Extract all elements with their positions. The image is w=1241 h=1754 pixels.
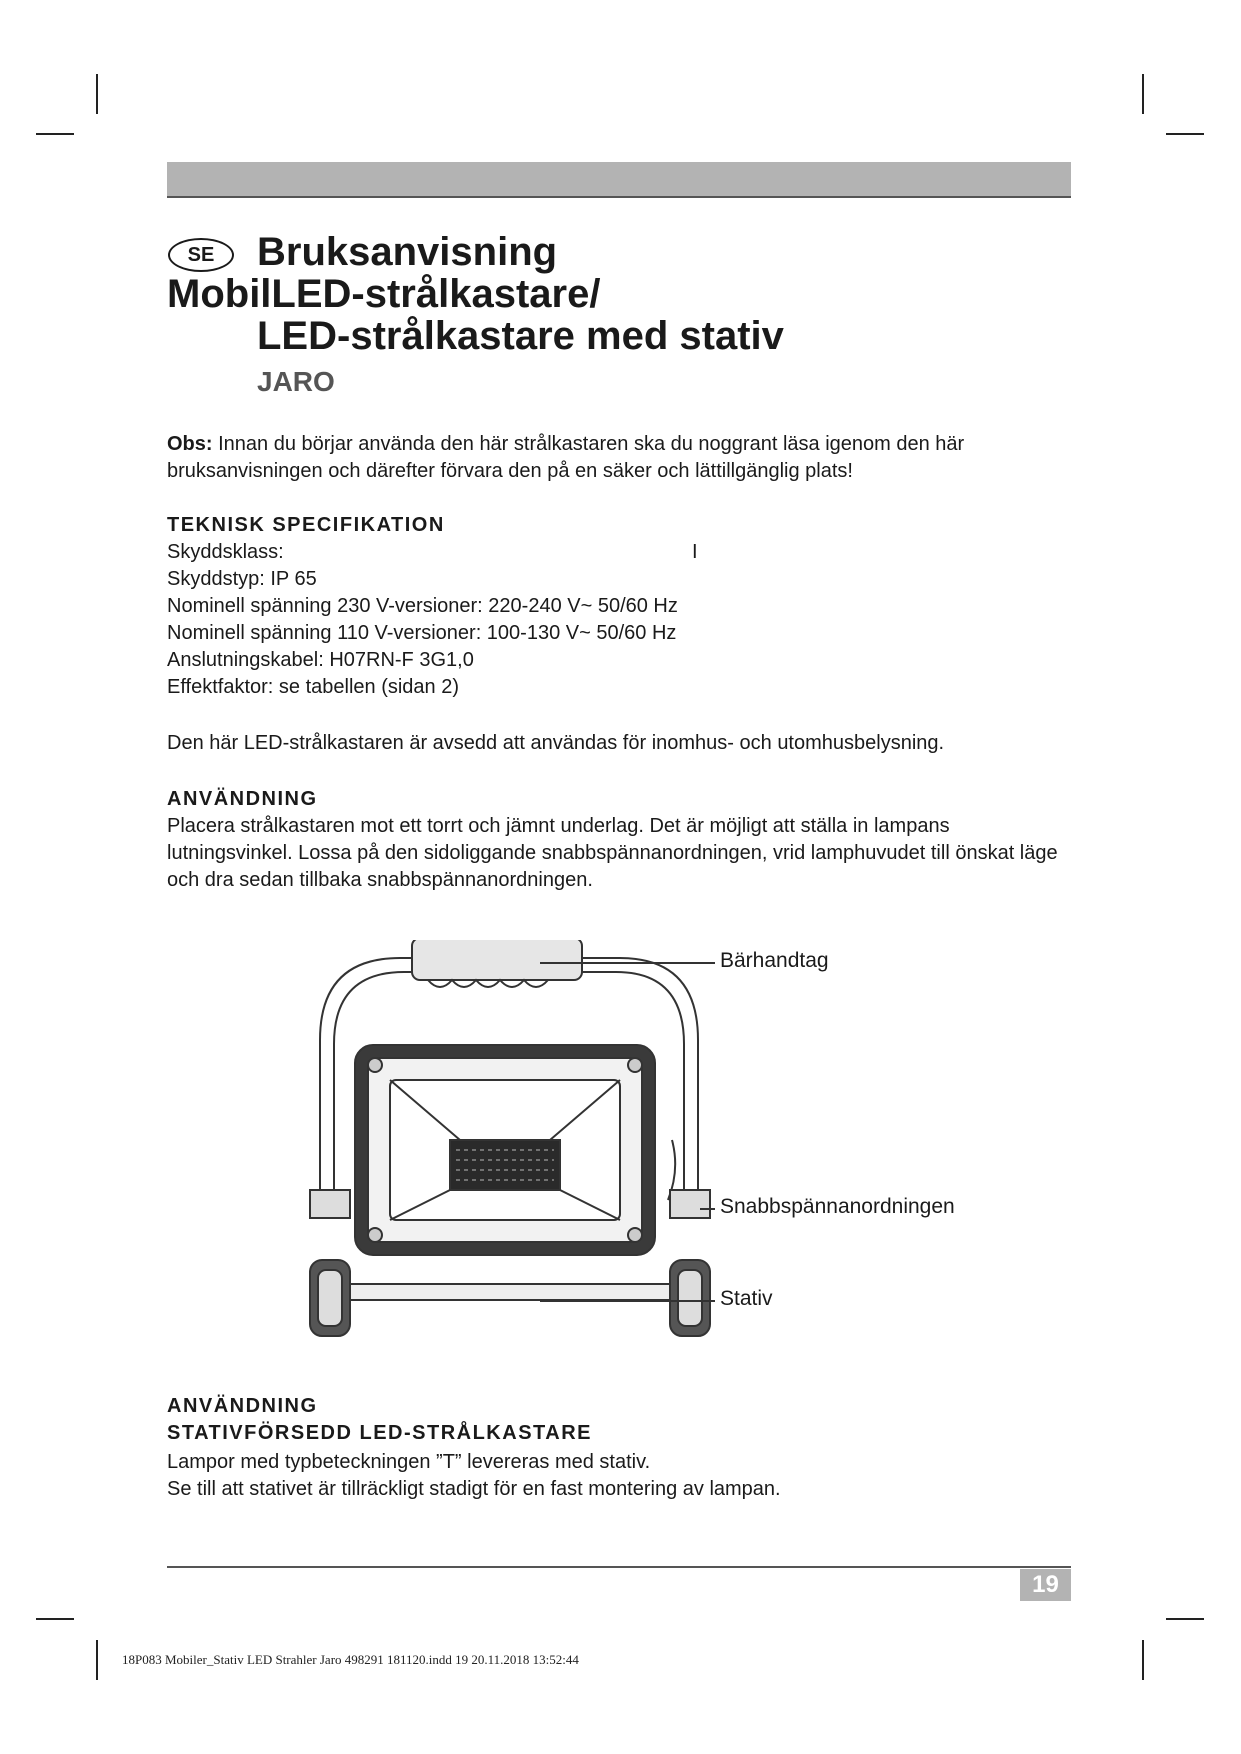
spec-line: Nominell spänning 230 V-versioner: 220-240 V~ 50/60 Hz	[167, 595, 678, 617]
spec-list	[167, 539, 1077, 701]
crop-mark	[96, 74, 98, 114]
crop-mark	[96, 1640, 98, 1680]
stand-usage-subheading: STATIVFÖRSEDD LED-STRÅLKASTARE	[167, 1422, 592, 1444]
spec-line: Nominell spänning 110 V-versioner: 100-130 V~ 50/60 Hz	[167, 622, 677, 644]
crop-mark	[1142, 1640, 1144, 1680]
stand-usage-line: Lampor med typbeteckningen ”T” levereras med stativ.	[167, 1451, 651, 1473]
floodlight-illustration	[300, 940, 720, 1340]
crop-mark	[1142, 74, 1144, 114]
spec-heading: TEKNISK SPECIFIKATION	[167, 514, 445, 536]
crop-mark	[1166, 1618, 1204, 1620]
quick-release-callout: Snabbspännanordningen	[720, 1195, 955, 1218]
usage-heading: ANVÄNDNING	[167, 788, 318, 810]
product-subtitle: LED-strålkastare med stativ	[257, 314, 784, 358]
intro-note	[167, 431, 1077, 485]
footer-rule	[167, 1566, 1071, 1568]
protection-class-label: Skyddsklass:	[167, 541, 284, 563]
product-title: MobilLED-strålkastare/	[167, 272, 601, 316]
stand-usage-line: Se till att stativet är tillräckligt stadigt för en fast montering av lampan.	[167, 1478, 781, 1500]
stand-callout: Stativ	[720, 1287, 773, 1310]
language-badge: SE	[168, 238, 234, 272]
callout-line	[540, 1300, 715, 1302]
spec-line: Skyddstyp: IP 65	[167, 568, 317, 590]
page-title: Bruksanvisning	[257, 230, 558, 274]
callout-line	[700, 1208, 715, 1210]
crop-mark	[1166, 133, 1204, 135]
crop-mark	[36, 133, 74, 135]
usage-text: Placera strålkastaren mot ett torrt och jämnt underlag. Det är möjligt att ställa in lampans lutningsvinkel. Lossa på den sidoliggande snabbspännanordningen, vrid lamphuvudet till önskat läge och dra sedan tillbaka snabbspännanordningen.	[167, 815, 1058, 891]
callout-line	[540, 962, 715, 964]
obs-text: Innan du börjar använda den här strålkastaren ska du noggrant läsa igenom den här bruksanvisningen och därefter förvara den på en säker och lättillgänglig plats!	[167, 433, 965, 482]
header-bar	[167, 162, 1071, 198]
spec-line	[167, 539, 1077, 566]
spec-line: Anslutningskabel: H07RN-F 3G1,0	[167, 649, 474, 671]
page-number: 19	[1020, 1569, 1071, 1601]
model-name: JARO	[257, 366, 335, 397]
print-slug: 18P083 Mobiler_Stativ LED Strahler Jaro 498291 181120.indd 19 20.11.2018 13:52:44	[122, 1652, 579, 1667]
crop-mark	[36, 1618, 74, 1620]
obs-label: Obs:	[167, 433, 213, 455]
spec-line: Effektfaktor: se tabellen (sidan 2)	[167, 676, 460, 698]
stand-usage-heading: ANVÄNDNING	[167, 1395, 318, 1417]
protection-class-value: I	[692, 541, 698, 563]
handle-callout: Bärhandtag	[720, 949, 829, 972]
purpose-text: Den här LED-strålkastaren är avsedd att användas för inomhus- och utomhusbelysning.	[167, 732, 945, 754]
